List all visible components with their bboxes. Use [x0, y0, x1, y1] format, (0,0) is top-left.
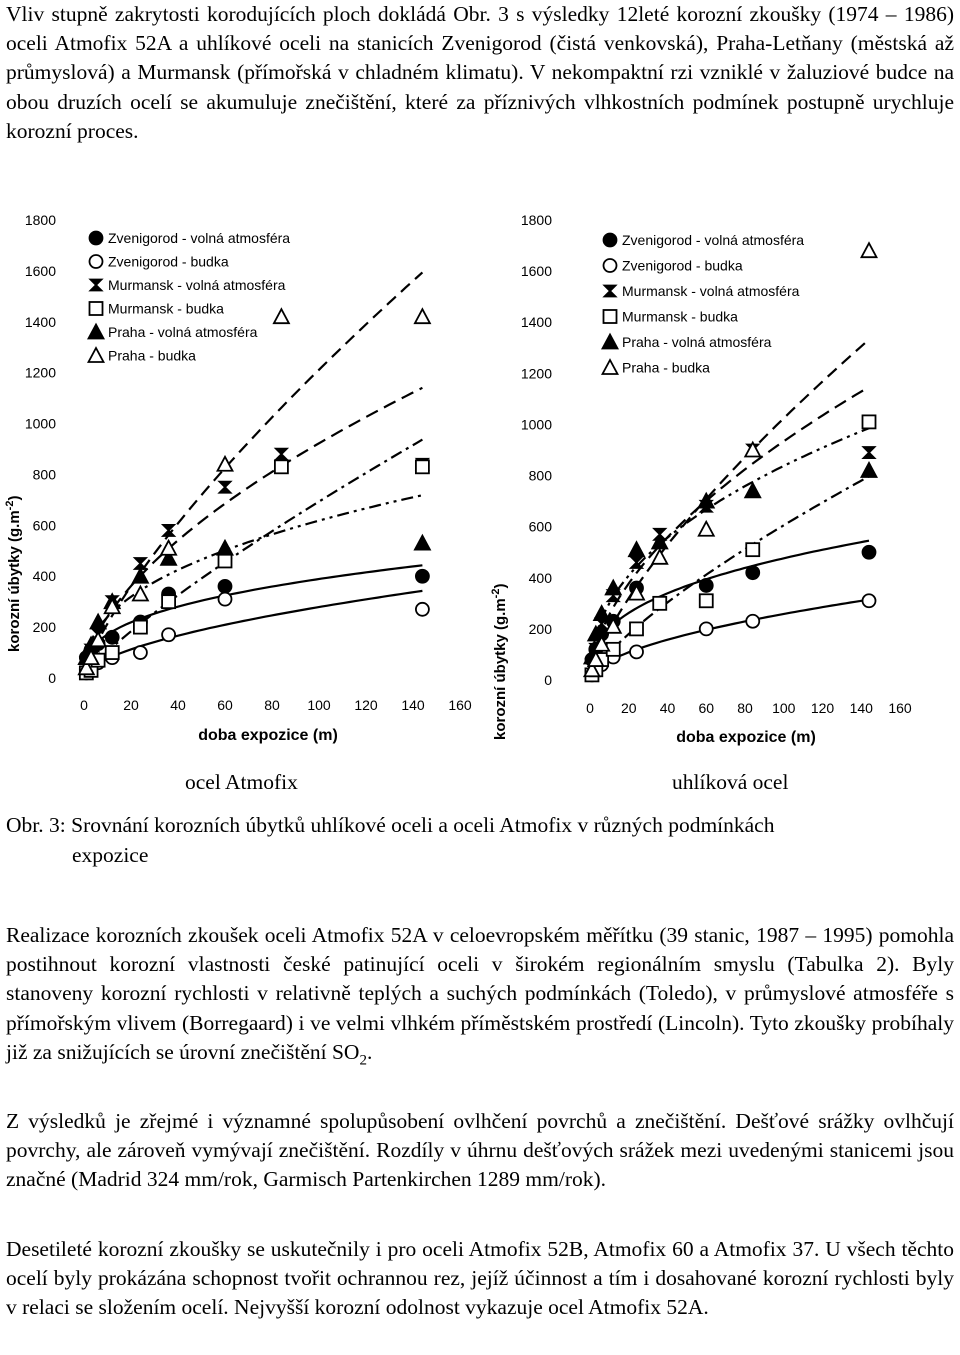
y-tick-label: 200 — [528, 620, 552, 637]
x-tick-label: 160 — [448, 697, 472, 713]
trend-curve — [592, 387, 869, 662]
legend-marker-bowtie — [605, 286, 616, 297]
y-tick-label: 1800 — [24, 212, 56, 228]
paragraph-ten-year-tests: Desetileté korozní zkoušky se uskutečnily i pro oceli Atmofix 52B, Atmofix 60 a Atmofix 37. U všech těchto ocelí byly prokázána schopnost tvořit ochrannou rez, jejíž účinnost a tím i dosahované korozní rychlosti byly v relaci se složením ocelí. Nejvyšší korozní odolnost vykazuje ocel Atmofix 52A. — [6, 1237, 954, 1320]
legend-marker-square-open — [604, 310, 617, 323]
legend-label: Murmansk - volná atmosféra — [622, 283, 800, 299]
x-tick-label: 40 — [170, 697, 186, 713]
x-tick-label: 140 — [401, 697, 425, 713]
data-point-triangle-filled — [862, 463, 877, 477]
y-tick-label: 400 — [32, 568, 56, 585]
figure-caption-line2: expozice — [72, 843, 149, 867]
data-point-circle-filled — [746, 566, 759, 579]
data-point-triangle-filled — [629, 542, 644, 556]
data-point-square-open — [630, 622, 643, 635]
data-point-triangle-open — [415, 309, 430, 323]
data-point-circle-filled — [863, 546, 876, 559]
data-point-circle-open — [700, 622, 713, 635]
x-tick-label: 60 — [698, 700, 715, 716]
data-point-square-open — [275, 460, 288, 473]
data-point-circle-filled — [219, 580, 232, 593]
legend-marker-bowtie — [91, 280, 102, 291]
legend-label: Praha - budka — [622, 359, 710, 376]
paragraph-atmofix-europe: Realizace korozních zkoušek oceli Atmofix 52A v celoevropském měřítku (39 stanic, 1987 – 1995) pomohla postihnout korozní vlastnosti české patinující oceli v širokém regionálním smyslu (Tabulka 2). Byly stanoveny korozní rychlosti v relativně teplých a suchých podmínkách (Toledo), v průmyslové atmosféře s přímořským vlivem (Borregaard) i ve velmi vlhkém příměstském prostředí (Lincoln). Tyto zkoušky probíhaly již za snižujících se úrovní znečištění $SO_2$. — [6, 923, 954, 1069]
x-tick-label: 80 — [737, 700, 753, 716]
data-point-circle-open — [746, 615, 759, 628]
y-tick-label: 800 — [528, 467, 552, 484]
x-tick-label: 100 — [307, 697, 331, 713]
data-point-bowtie — [276, 449, 287, 460]
legend-marker-circle-open — [90, 255, 103, 268]
legend-label: Zvenigorod - budka — [108, 253, 229, 270]
data-point-square-open — [746, 543, 759, 556]
data-point-square-open — [863, 415, 876, 428]
data-point-triangle-filled — [594, 606, 609, 620]
x-tick-label: 20 — [123, 697, 139, 713]
y-tick-label: 1400 — [520, 314, 552, 331]
y-tick-label: 600 — [528, 518, 552, 535]
y-axis-label: korozní úbytky $(g.m^{-2})$ — [490, 583, 509, 740]
data-point-triangle-open — [862, 243, 877, 257]
data-point-circle-open — [863, 594, 876, 607]
legend-marker-triangle-filled — [603, 335, 618, 349]
figure-caption-prefix: Obr. 3: — [6, 813, 72, 837]
data-point-circle-filled — [106, 631, 119, 644]
chart-atmofix-svg — [0, 200, 480, 760]
data-point-triangle-filled — [218, 541, 233, 555]
y-tick-label: 1000 — [520, 416, 552, 433]
y-tick-label: 0 — [48, 670, 56, 686]
data-point-bowtie — [220, 482, 231, 493]
y-tick-label: 200 — [32, 619, 56, 636]
y-tick-label: 1600 — [520, 263, 552, 280]
data-point-circle-open — [630, 645, 643, 658]
y-tick-label: 800 — [32, 466, 56, 483]
data-point-triangle-open — [133, 587, 148, 601]
chart-atmofix — [0, 200, 480, 760]
data-point-triangle-open — [274, 309, 289, 323]
trend-curve — [592, 340, 869, 671]
legend-marker-triangle-filled — [89, 325, 104, 339]
legend-label: Murmansk - budka — [622, 308, 738, 325]
x-tick-label: 120 — [810, 700, 835, 716]
legend-label: Zvenigorod - volná atmosféra — [622, 232, 805, 248]
data-point-square-open — [416, 460, 429, 473]
legend-label: Praha - volná atmosféra — [108, 324, 258, 340]
data-point-square-open — [134, 621, 147, 634]
y-tick-label: 1600 — [24, 262, 56, 279]
figure-caption-line1: Srovnání korozních úbytků uhlíkové oceli a oceli Atmofix v různých podmínkách — [71, 813, 775, 837]
y-axis-label: korozní úbytky $(g.m^{-2})$ — [4, 495, 23, 652]
x-tick-label: 100 — [772, 700, 796, 716]
trend-curve — [592, 428, 869, 652]
legend-label: Zvenigorod - volná atmosféra — [108, 230, 291, 246]
x-tick-label: 0 — [586, 700, 594, 716]
y-tick-label: 400 — [528, 569, 552, 586]
x-axis-label: doba expozice (m) — [676, 729, 816, 746]
chart-carbon-steel-name: uhlíková ocel — [672, 770, 789, 794]
data-point-square-open — [162, 595, 175, 608]
x-tick-label: 160 — [888, 700, 912, 716]
legend-marker-circle-filled — [604, 234, 617, 247]
data-point-circle-filled — [700, 579, 713, 592]
y-tick-label: 0 — [544, 672, 552, 688]
x-tick-label: 120 — [354, 697, 378, 713]
x-tick-label: 80 — [264, 697, 280, 713]
legend-label: Praha - budka — [108, 347, 196, 364]
legend-marker-square-open — [90, 302, 103, 315]
x-tick-label: 20 — [620, 700, 637, 716]
legend-marker-circle-open — [604, 259, 617, 272]
legend-marker-triangle-open — [603, 360, 618, 374]
y-tick-label: 600 — [32, 517, 56, 534]
paragraph-precipitation: Z výsledků je zřejmé i významné spolupůsobení ovlhčení povrchů a znečištění. Dešťové srážky ovlhčují povrchy, ale zároveň vymývají znečištění. Rozdíly v úhrnu dešťových srážek mezi uvedenými stanicemi jsou značné (Madrid 324 mm/rok, Garmisch Partenkirchen 1289 mm/rok). — [6, 1109, 954, 1192]
data-point-circle-open — [219, 593, 232, 606]
data-point-square-open — [106, 646, 119, 659]
data-point-circle-open — [134, 646, 147, 659]
intro-paragraph: Vliv stupně zakrytosti korodujících ploch dokládá Obr. 3 s výsledky 12leté korozní zkoušky (1974 – 1986) oceli Atmofix 52A a uhlíkové oceli na stanicích Zvenigorod (čistá venkovská), Praha-Letňany (městská až průmyslová) a Murmansk (přímořská v chladném klimatu). V nekompaktní rzi vzniklé v žaluziové budce na obou druzích ocelí se akumuluje znečištění, které za příznivých vlhkostních podmínek postupně urychluje korozní proces. — [6, 2, 954, 143]
data-point-circle-open — [162, 628, 175, 641]
y-tick-label: 1200 — [24, 364, 56, 381]
legend-label: Murmansk - volná atmosféra — [108, 277, 286, 293]
x-axis-label: doba expozice (m) — [198, 727, 338, 744]
data-point-circle-filled — [416, 570, 429, 583]
y-tick-label: 1400 — [24, 313, 56, 330]
x-tick-label: 60 — [217, 697, 233, 713]
legend-label: Praha - volná atmosféra — [622, 334, 772, 350]
x-tick-label: 40 — [659, 700, 676, 716]
data-point-bowtie — [864, 447, 875, 458]
x-tick-label: 0 — [80, 697, 88, 713]
chart-carbon-steel-svg — [480, 200, 960, 760]
figure-caption — [6, 810, 954, 870]
legend-label: Murmansk - budka — [108, 300, 224, 317]
data-point-square-open — [653, 597, 666, 610]
x-tick-label: 140 — [849, 700, 873, 716]
data-point-triangle-open — [699, 522, 714, 536]
chart-atmofix-name: ocel Atmofix — [185, 770, 298, 794]
y-tick-label: 1200 — [520, 365, 552, 382]
legend-label: Zvenigorod - budka — [622, 257, 743, 274]
legend-marker-triangle-open — [89, 348, 104, 362]
trend-curve — [86, 440, 422, 674]
data-point-square-open — [700, 594, 713, 607]
chart-carbon-steel — [480, 200, 960, 760]
data-point-triangle-filled — [415, 536, 430, 550]
y-tick-label: 1000 — [24, 415, 56, 432]
legend-marker-circle-filled — [90, 232, 103, 245]
data-point-circle-open — [416, 603, 429, 616]
data-point-square-open — [219, 554, 232, 567]
y-tick-label: 1800 — [520, 212, 552, 228]
